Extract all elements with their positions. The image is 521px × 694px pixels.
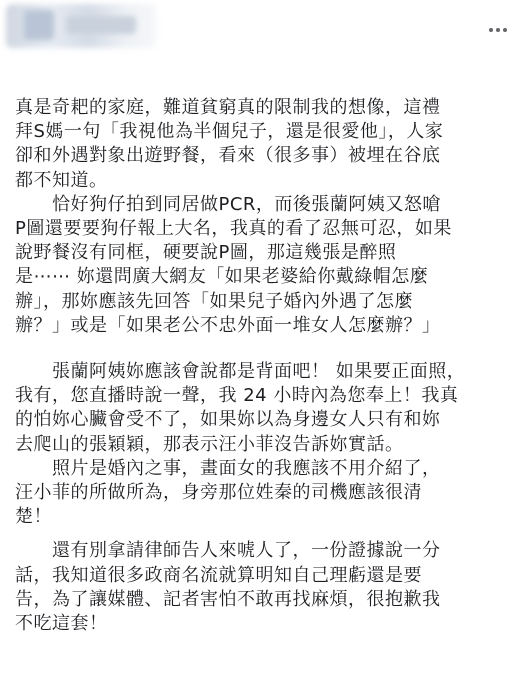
text-line: 不吃這套！ — [15, 613, 108, 635]
text-line: 我有，您直播時說一聲，我 24 小時內為您奉上！我真 — [15, 385, 459, 407]
text-line: 說野餐沒有同框，硬要說P圖，那這幾張是醉照 — [15, 242, 397, 264]
text-line: 照片是婚內之事，畫面女的我應該不用介紹了， — [15, 457, 441, 479]
text-line: 辦」，那妳應該先回答「如果兒子婚內外遇了怎麼 — [15, 290, 413, 312]
text-line: P圖還要要狗仔報上大名，我真的看了忍無可忍，如果 — [15, 218, 452, 240]
text-line: 張蘭阿姨妳應該會說都是背面吧！ 如果要正面照， — [15, 361, 466, 383]
more-options-button[interactable] — [485, 22, 511, 38]
paragraph-spacer — [0, 338, 521, 360]
text-line: 告，為了讓媒體、記者害怕不敢再找麻煩，很抱歉我 — [15, 588, 441, 610]
more-horizontal-icon — [503, 28, 507, 32]
text-line: 楚！ — [15, 506, 52, 528]
text-line: 是⋯⋯ 妳還問廣大網友「如果老婆給你戴綠帽怎麼 — [15, 266, 429, 288]
text-line: 卻和外遇對象出遊野餐，看來（很多事）被埋在谷底 — [15, 145, 441, 167]
text-line: 的怕妳心臟會受不了，如果妳以為身邊女人只有和妳 — [15, 409, 441, 431]
paragraph-spacer — [0, 529, 521, 539]
blurred-author-avatar[interactable] — [6, 4, 156, 48]
text-line: 去爬山的張穎穎，那表示汪小菲沒告訴妳實話。 — [15, 433, 404, 455]
post-paragraph — [0, 539, 505, 636]
post-paragraph — [0, 96, 505, 193]
text-line: 還有別拿請律師告人來唬人了，一份證據說一分 — [15, 540, 441, 562]
text-line: 都不知道。 — [15, 169, 108, 191]
post-paragraph — [0, 457, 505, 530]
text-line: 真是奇耙的家庭，難道貧窮真的限制我的想像，這禮 — [15, 97, 441, 118]
text-line: 汪小菲的所做所為，身旁那位姓秦的司機應該很清 — [15, 482, 422, 504]
more-horizontal-icon — [496, 28, 500, 32]
text-line: 恰好狗仔拍到同居做PCR，而後張蘭阿姨又怒嗆 — [15, 193, 441, 215]
post-paragraph — [0, 360, 505, 457]
post-header — [0, 0, 521, 60]
text-line: 辦？」或是「如果老公不忠外面一堆女人怎麼辦？」 — [15, 314, 441, 336]
post-text — [0, 96, 521, 636]
text-line: 拜S媽一句「我視他為半個兒子，還是很愛他」，人家 — [15, 121, 444, 143]
more-horizontal-icon — [489, 28, 493, 32]
post-paragraph — [0, 193, 505, 338]
text-line: 話，我知道很多政商名流就算明知自己理虧還是要 — [15, 564, 422, 586]
